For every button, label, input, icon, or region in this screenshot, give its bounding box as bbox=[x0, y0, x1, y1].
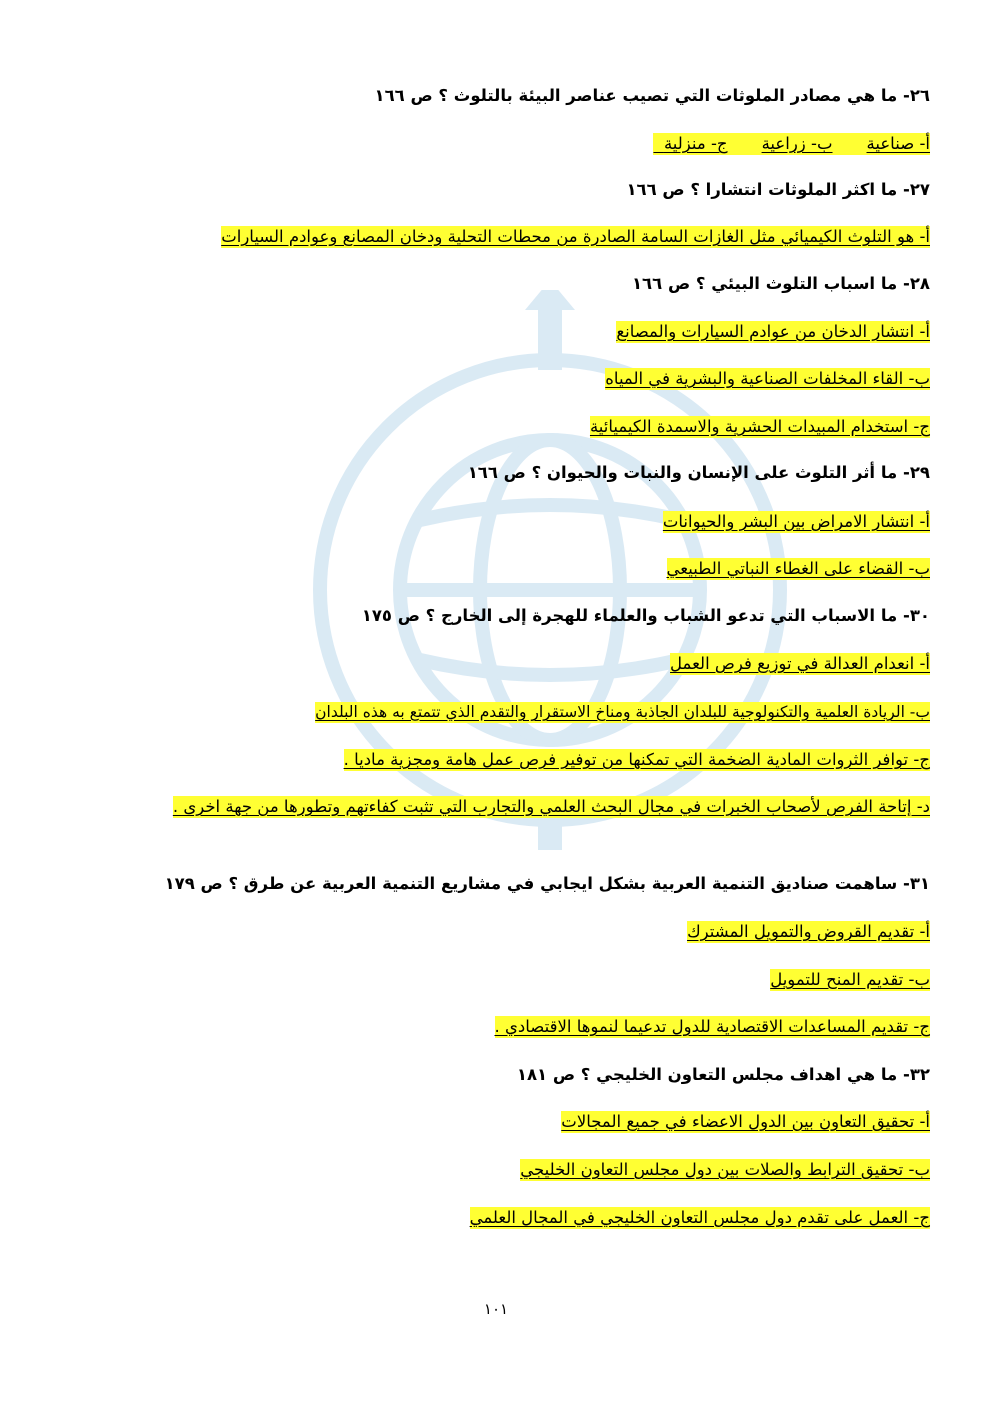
answer-29a bbox=[663, 510, 930, 534]
question-31: ٣١- ساهمت صناديق التنمية العربية بشكل ايجابي في مشاريع التنمية العربية عن طرق ؟ ص ١٧٩ bbox=[164, 874, 930, 893]
question-26: ٢٦- ما هي مصادر الملوثات التي تصيب عناصر البيئة بالتلوث ؟ ص ١٦٦ bbox=[374, 86, 930, 105]
answer-option: ب- القاء المخلفات الصناعية والبشرية في المياه bbox=[605, 369, 930, 388]
answer-32a bbox=[561, 1110, 930, 1134]
answer-option: ج- استخدام المبيدات الحشرية والاسمدة الكيميائية bbox=[589, 417, 930, 436]
answer-option: أ- انعدام العدالة في توزيع فرص العمل bbox=[670, 654, 930, 673]
answer-28c bbox=[590, 415, 930, 439]
answer-30d bbox=[148, 790, 930, 824]
answer-32c bbox=[470, 1206, 930, 1230]
answer-27 bbox=[221, 225, 930, 249]
answer-option: ج- العمل على تقدم دول مجلس التعاون الخليجي في المجال العلمي bbox=[469, 1208, 930, 1227]
answer-30c bbox=[344, 748, 930, 772]
answer-option: أ- هو التلوث الكيميائي مثل الغازات السامة الصادرة من محطات التحلية ودخان المصانع وعوادم السيارات bbox=[221, 227, 930, 246]
answer-28b bbox=[605, 367, 930, 391]
answer-31c bbox=[495, 1015, 931, 1039]
answer-option: ج- تقديم المساعدات الاقتصادية للدول تدعيما لنموها الاقتصادي . bbox=[494, 1017, 930, 1036]
answer-32b bbox=[520, 1158, 930, 1182]
answer-option: ب- تقديم المنح للتمويل bbox=[770, 970, 930, 989]
answer-30a bbox=[670, 652, 930, 676]
answer-30b bbox=[315, 700, 930, 724]
answer-option: أ- انتشار الدخان من عوادم السيارات والمصانع bbox=[616, 322, 930, 341]
answer-option: ب- القضاء على الغطاء النباتي الطبيعي bbox=[666, 559, 930, 578]
answer-option: أ- انتشار الامراض بين البشر والحيوانات bbox=[662, 512, 930, 531]
question-30: ٣٠- ما الاسباب التي تدعو الشباب والعلماء للهجرة إلى الخارج ؟ ص ١٧٥ bbox=[361, 606, 930, 625]
question-29: ٢٩- ما أثر التلوث على الإنسان والنبات والحيوان ؟ ص ١٦٦ bbox=[467, 463, 930, 482]
answer-31b bbox=[770, 968, 930, 992]
question-28: ٢٨- ما اسباب التلوث البيئي ؟ ص ١٦٦ bbox=[631, 274, 930, 293]
answer-28a bbox=[616, 320, 930, 344]
answer-29b bbox=[667, 557, 930, 581]
answer-26 bbox=[653, 132, 930, 156]
answer-option: ب- الريادة العلمية والتكنولوجية للبلدان الجاذبة ومناخ الاستقرار والتقدم الذي تتمتع به هذه البلدان bbox=[315, 703, 930, 721]
answer-option: ب- تحقيق الترابط والصلات بين دول مجلس التعاون الخليجي bbox=[520, 1160, 930, 1179]
answer-option: ج- توافر الثروات المادية الضخمة التي تمكنها من توفير فرص عمل هامة ومجزية ماديا . bbox=[343, 750, 930, 769]
page-number: ١٠١ bbox=[483, 1300, 509, 1318]
answer-option: أ- صناعيةب- زراعيةج- منزلية bbox=[653, 133, 930, 155]
answer-31a bbox=[687, 920, 930, 944]
question-32: ٣٢- ما هي اهداف مجلس التعاون الخليجي ؟ ص ١٨١ bbox=[516, 1065, 930, 1084]
answer-option: د- إتاحة الفرص لأصحاب الخبرات في مجال البحث العلمي والتجارب التي تثبت كفاءتهم وتطورها من جهة اخرى . bbox=[172, 797, 930, 816]
answer-option: أ- تحقيق التعاون بين الدول الاعضاء في جميع المجالات bbox=[561, 1112, 930, 1131]
answer-option: أ- تقديم القروض والتمويل المشترك bbox=[687, 922, 930, 941]
question-27: ٢٧- ما اكثر الملوثات انتشارا ؟ ص ١٦٦ bbox=[626, 180, 930, 199]
